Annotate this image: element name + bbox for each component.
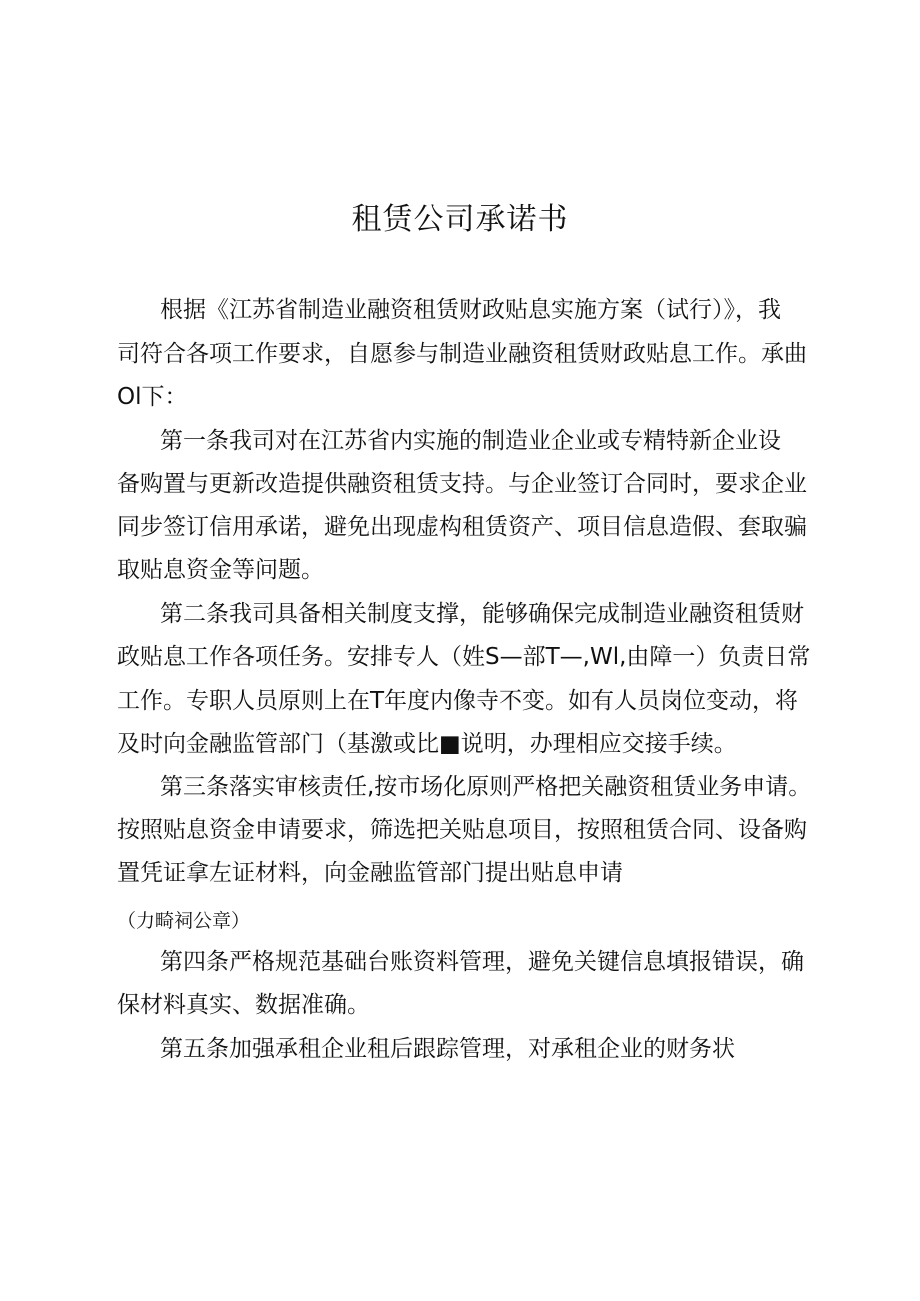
paragraph-line: 按照贴息资金申请要求，筛选把关贴息项目，按照租赁合同、设备购 xyxy=(117,817,807,843)
paragraph-line: 根据《江苏省制造业融资租赁财政贴息实施方案（试行）》，我 xyxy=(160,297,781,323)
paragraph-line: 置凭证拿左证材料，向金融监管部门提出贴息申请 xyxy=(117,860,623,886)
paragraph-line: 及时向金融监管部门（基激或比■说明，办理相应交接手续。 xyxy=(117,731,737,757)
seal-note-line: （力畸祠公章） xyxy=(117,910,251,932)
paragraph-line: 保材料真实、数据准确。 xyxy=(117,992,370,1018)
paragraph-line: 第三条落实审核责任,按市场化原则严格把关融资租赁业务申请。 xyxy=(160,774,812,800)
paragraph-line: 第四条严格规范基础台账资料管理，避免关键信息填报错误，确 xyxy=(160,949,804,975)
paragraph-line: 司符合各项工作要求，自愿参与制造业融资租赁财政贴息工作。承曲 xyxy=(117,341,807,367)
paragraph-line: Ol下： xyxy=(117,384,188,410)
paragraph-line: 第一条我司对在江苏省内实施的制造业企业或专精特新企业设 xyxy=(160,428,781,454)
paragraph-line: 工作。专职人员原则上在T年度内像寺不变。如有人员岗位变动，将 xyxy=(117,688,799,714)
paragraph-line: 同步签订信用承诺，避免出现虚构租赁资产、项目信息造假、套取骗 xyxy=(117,514,807,540)
paragraph-line: 第五条加强承租企业租后跟踪管理，对承租企业的财务状 xyxy=(160,1036,735,1062)
paragraph-line: 政贴息工作各项任务。安排专人（姓S—部T—,Wl,由障一）负责日常 xyxy=(117,644,811,670)
document-title: 租赁公司承诺书 xyxy=(351,202,569,237)
paragraph-line: 备购置与更新改造提供融资租赁支持。与企业签订合同时，要求企业 xyxy=(117,471,807,497)
paragraph-line: 取贴息资金等问题。 xyxy=(117,557,324,583)
paragraph-line: 第二条我司具备相关制度支撑，能够确保完成制造业融资租赁财 xyxy=(160,601,804,627)
